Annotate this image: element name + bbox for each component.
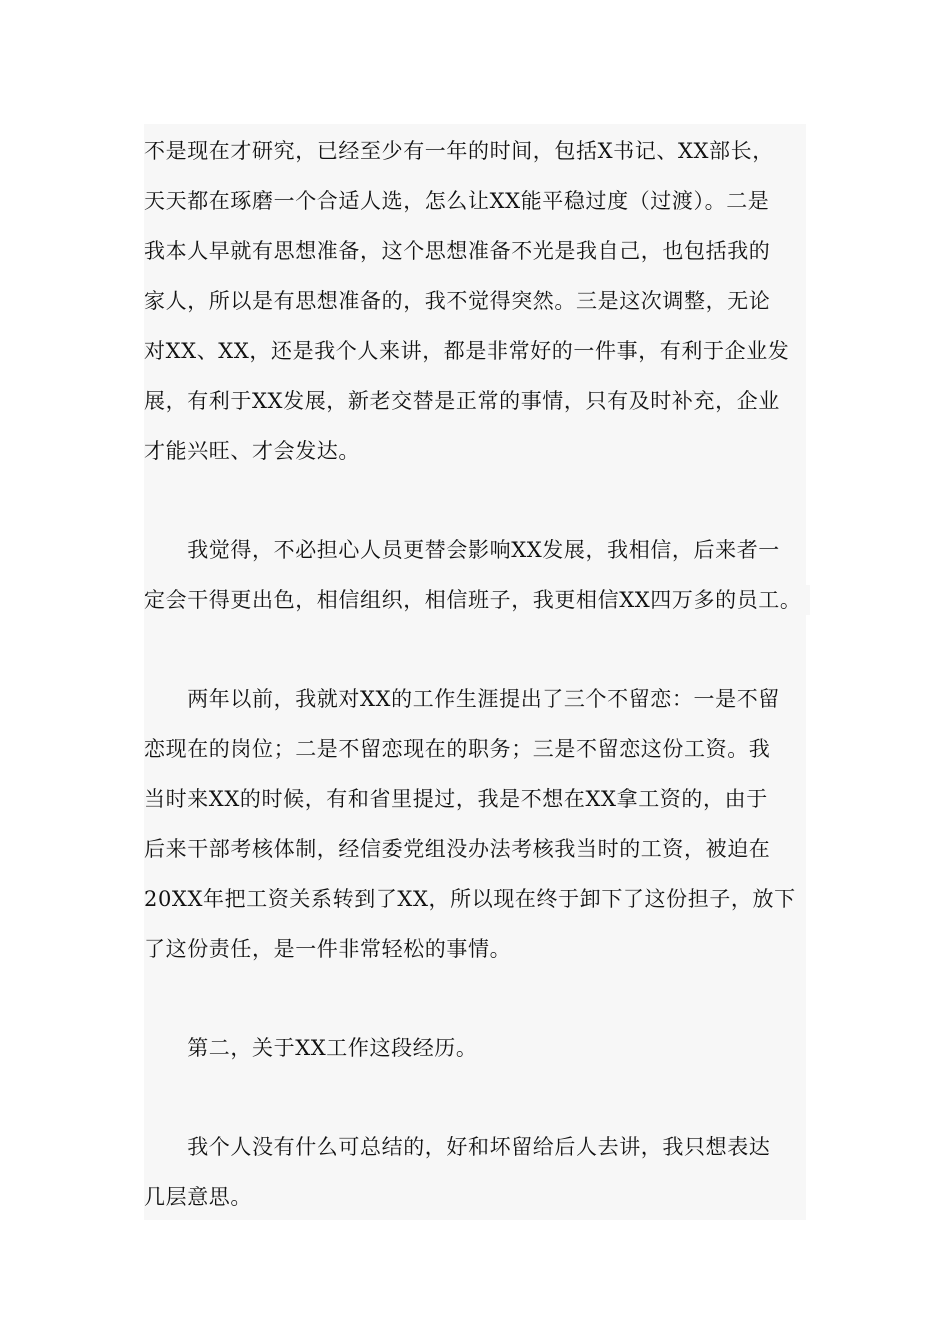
paragraph-2-line-2: 定会干得更出色，相信组织，相信班子，我更相信XX四万多的员工。 [144,585,810,615]
paragraph-4-line-1: 第二，关于XX工作这段经历。 [144,1036,478,1060]
paragraph-3-line-4: 后来干部考核体制，经信委党组没办法考核我当时的工资，被迫在 [144,837,771,861]
paragraph-5-line-2: 几层意思。 [144,1185,252,1209]
paragraph-2-line-1: 我觉得，不必担心人员更替会影响XX发展，我相信，后来者一 [144,538,780,562]
paragraph-3-line-5: 20XX年把工资关系转到了XX，所以现在终于卸下了这份担子，放下 [144,887,796,911]
paragraph-1-line-2: 天天都在琢磨一个合适人选，怎么让XX能平稳过度（过渡）。二是 [144,189,770,213]
paragraph-3-line-6: 了这份责任，是一件非常轻松的事情。 [144,937,512,961]
paragraph-1-line-4: 家人，所以是有思想准备的，我不觉得突然。三是这次调整，无论 [144,289,771,313]
paragraph-1-line-7: 才能兴旺、才会发达。 [144,439,360,463]
paragraph-5-line-1: 我个人没有什么可总结的，好和坏留给后人去讲，我只想表达 [144,1135,771,1159]
paragraph-3-line-2: 恋现在的岗位；二是不留恋现在的职务；三是不留恋这份工资。我 [144,737,771,761]
paragraph-1-line-5: 对XX、XX，还是我个人来讲，都是非常好的一件事，有利于企业发 [144,339,790,363]
paragraph-1-line-1: 不是现在才研究，已经至少有一年的时间，包括X书记、XX部长， [144,139,774,163]
paragraph-1-line-6: 展，有利于XX发展，新老交替是正常的事情，只有及时补充，企业 [144,389,780,413]
paragraph-3-line-1: 两年以前，我就对XX的工作生涯提出了三个不留恋：一是不留 [144,687,780,711]
paragraph-3-line-3: 当时来XX的时候，有和省里提过，我是不想在XX拿工资的，由于 [144,787,768,811]
paragraph-1-line-3: 我本人早就有思想准备，这个思想准备不光是我自己，也包括我的 [144,239,771,263]
